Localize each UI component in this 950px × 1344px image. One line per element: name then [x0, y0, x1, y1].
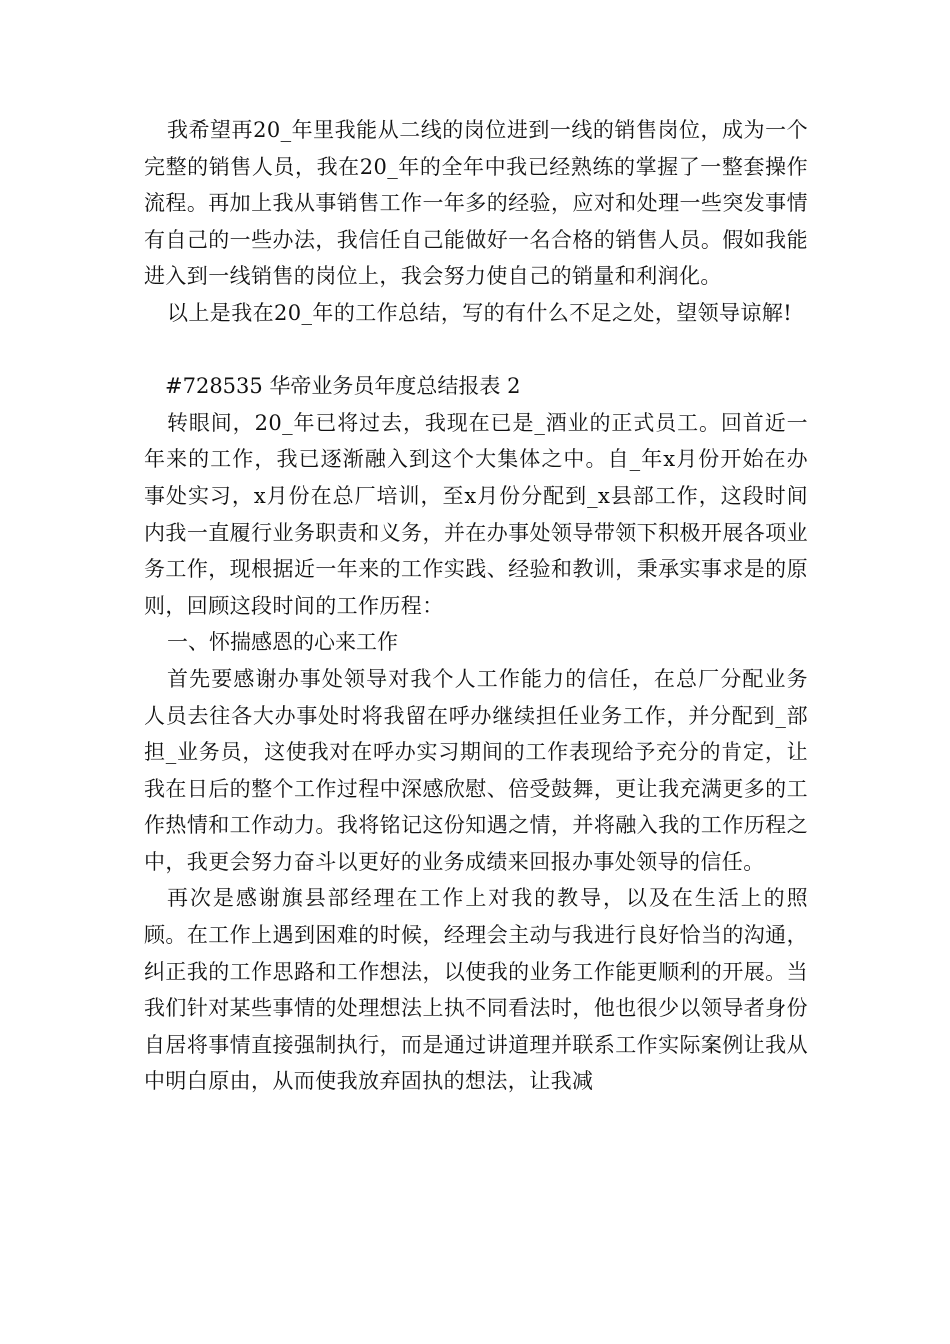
section-heading: 一、怀揣感恩的心来工作 — [167, 630, 398, 655]
body-paragraph: 再次是感谢旗县部经理在工作上对我的教导，以及在生活上的照顾。在工作上遇到困难的时候，经理会主动与我进行良好恰当的沟通，纠正我的工作思路和工作想法，以使我的业务工作能更顺利的开展。当我们针对某些事情的处理想法上执不同看法时，他也很少以领导者身份自居将事情直接强制执行，而是通过讲道理并联系工作实际案例让我从中明白原由，从而使我放弃固执的想法，让我减 — [144, 886, 808, 1094]
blank-line — [144, 332, 808, 369]
intro-paragraph: 转眼间，20_年已将过去，我现在已是_酒业的正式员工。回首近一年来的工作，我已逐渐融入到这个大集体之中。自_年x月份开始在办事处实习，x月份在总厂培训，至x月份分配到_x县部工作，这段时间内我一直履行业务职责和义务，并在办事处领导带领下积极开展各项业务工作，现根据近一年来的工作实践、经验和教训，秉承实事求是的原则，回顾这段时间的工作历程： — [144, 410, 808, 618]
document-title: #728535 华帝业务员年度总结报表 2 — [165, 374, 521, 399]
body-paragraph: 我希望再20_年里我能从二线的岗位进到一线的销售岗位，成为一个完整的销售人员，我在20_年的全年中我已经熟练的掌握了一整套操作流程。再加上我从事销售工作一年多的经验，应对和处理一些突发事情有自己的一些办法，我信任自己能做好一名合格的销售人员。假如我能进入到一线销售的岗位上，我会努力使自己的销量和利润化。 — [144, 118, 808, 289]
document-page — [144, 112, 808, 1100]
body-paragraph: 首先要感谢办事处领导对我个人工作能力的信任，在总厂分配业务人员去往各大办事处时将我留在呼办继续担任业务工作，并分配到_部担_业务员，这使我对在呼办实习期间的工作表现给予充分的肯定，让我在日后的整个工作过程中深感欣慰、倍受鼓舞，更让我充满更多的工作热情和工作动力。我将铭记这份知遇之情，并将融入我的工作历程之中，我更会努力奋斗以更好的业务成绩来回报办事处领导的信任。 — [144, 666, 808, 874]
body-paragraph: 以上是我在20_年的工作总结，写的有什么不足之处，望领导谅解! — [167, 300, 793, 325]
